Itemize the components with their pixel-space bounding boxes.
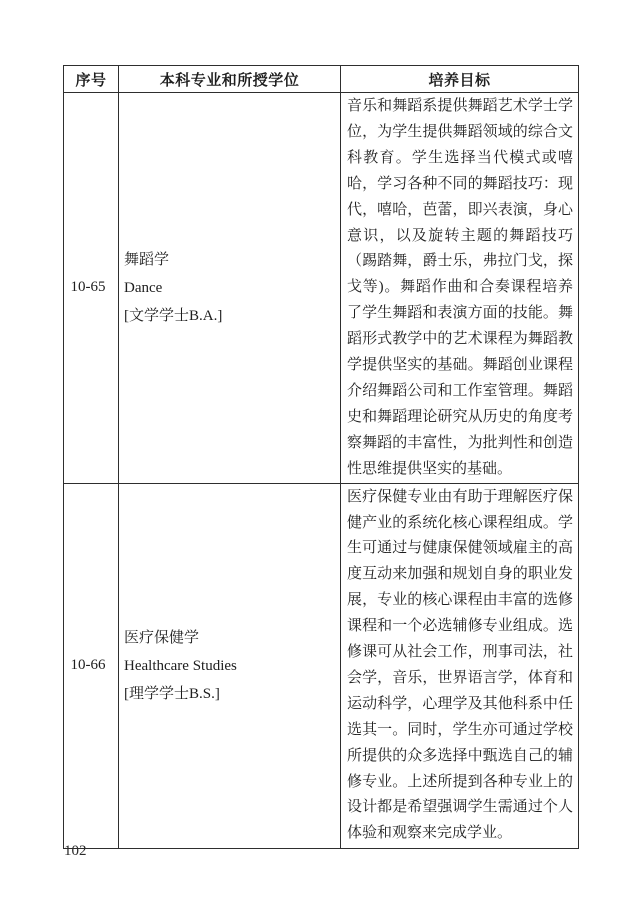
objective-cell <box>341 483 579 848</box>
row-id-cell: 10-65 <box>64 93 119 484</box>
major-cell <box>119 483 341 848</box>
major-name-cn: 医疗保健学 <box>124 629 200 646</box>
objective-text: 医疗保健专业由有助于理解医疗保健产业的系统化核心课程组成。学生可通过与健康保健领域雇主的高度互动来加强和规划自身的职业发展，专业的核心课程由丰富的选修课程和一个必选辅修专业组成。选修课可从社会工作，刑事司法，社会学，音乐，世界语言学，体育和运动科学，心理学及其他科系中任选其一。同时，学生亦可通过学校所提供的众多选择中甄选自己的辅修专业。上述所提到各种专业上的设计都是希望强调学生需通过个人体验和观察来完成学业。 <box>347 488 573 842</box>
column-header-major: 本科专业和所授学位 <box>119 66 341 93</box>
page-number: 102 <box>64 843 87 859</box>
table-header-row <box>64 66 579 93</box>
major-name-en: Healthcare Studies <box>124 657 237 674</box>
major-name-cn: 舞蹈学 <box>124 251 170 268</box>
major-cell <box>119 93 341 484</box>
objective-cell <box>341 93 579 484</box>
table-row <box>64 93 579 484</box>
row-id-cell: 10-66 <box>64 483 119 848</box>
major-name-en: Dance <box>124 279 163 296</box>
degree-label: [文学学士B.A.] <box>124 307 223 324</box>
column-header-index: 序号 <box>64 66 119 93</box>
column-header-objective: 培养目标 <box>341 66 579 93</box>
table-row <box>64 483 579 848</box>
objective-text: 音乐和舞蹈系提供舞蹈艺术学士学位，为学生提供舞蹈领域的综合文科教育。学生选择当代模式或嘻哈，学习各种不同的舞蹈技巧：现代，嘻哈，芭蕾，即兴表演，身心意识，以及旋转主题的舞蹈技巧（踢踏舞，爵士乐，弗拉门戈，探戈等)。舞蹈作曲和合奏课程培养了学生舞蹈和表演方面的技能。舞蹈形式教学中的艺术课程为舞蹈教学提供坚实的基础。舞蹈创业课程介绍舞蹈公司和工作室管理。舞蹈史和舞蹈理论研究从历史的角度考察舞蹈的丰富性，为批判性和创造性思维提供坚实的基础。 <box>347 98 573 477</box>
programs-table <box>63 65 579 849</box>
degree-label: [理学学士B.S.] <box>124 685 220 702</box>
